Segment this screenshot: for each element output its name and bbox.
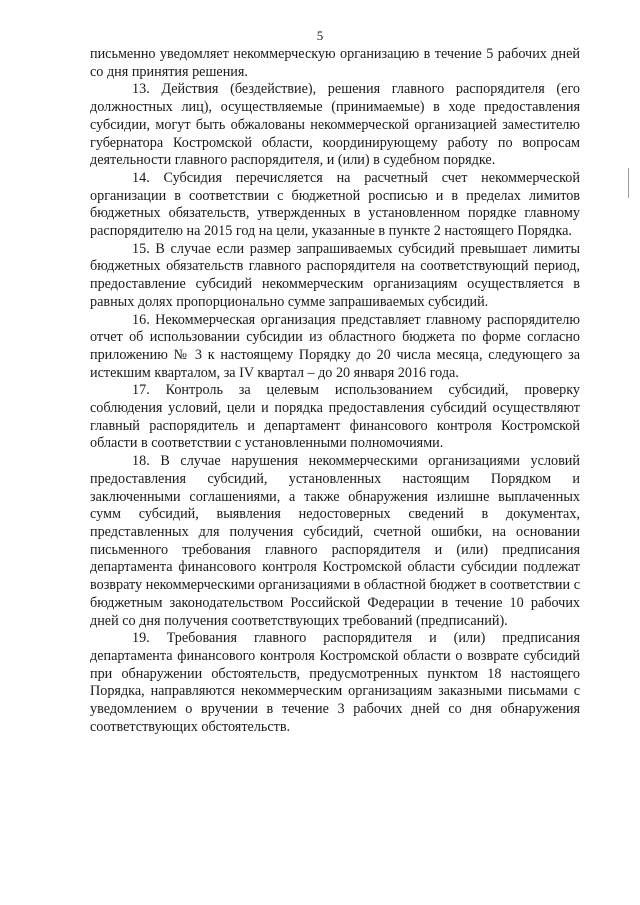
document-body	[90, 46, 580, 736]
scan-margin-mark	[628, 168, 629, 198]
paragraph-13: 13. Действия (бездействие), решения главного распорядителя (его должностных лиц), осуществляемые (принимаемые) в ходе предоставления субсидии, могут быть обжалованы некоммерческой организацией заместителю губернатора Костромской области, координирующему работу по вопросам деятельности главного распорядителя, и (или) в судебном порядке.	[90, 81, 580, 169]
paragraph-14: 14. Субсидия перечисляется на расчетный счет некоммерческой организации в соответствии с бюджетной росписью и в пределах лимитов бюджетных обязательств, утвержденных в установленном порядке главному распорядителю на 2015 год на цели, указанные в пункте 2 настоящего Порядка.	[90, 169, 580, 240]
paragraph-18: 18. В случае нарушения некоммерческими организациями условий предоставления субсидий, установленных настоящим Порядком и заключенными соглашениями, а также обнаружения излишне выплаченных сумм субсидий, выявления недостоверных сведений в документах, представленных для получения субсидий, счетной ошибки, на основании письменного требования главного распорядителя и (или) предписания департамента финансового контроля Костромской области субсидии подлежат возврату некоммерческими организациями в областной бюджет в соответствии с бюджетным законодательством Российской Федерации в течение 10 рабочих дней со дня получения соответствующих требований (предписаний).	[90, 453, 580, 629]
paragraph-19: 19. Требования главного распорядителя и (или) предписания департамента финансового контроля Костромской области о возврате субсидий при обнаружении обстоятельств, предусмотренных пунктом 18 настоящего Порядка, направляются некоммерческим организациям заказными письмами с уведомлением о вручении в течение 3 рабочих дней со дня обнаружения соответствующих обстоятельств.	[90, 630, 580, 735]
page-number: 5	[316, 28, 324, 43]
paragraph-continuation: письменно уведомляет некоммерческую организацию в течение 5 рабочих дней со дня принятия решения.	[90, 46, 580, 80]
paragraph-17: 17. Контроль за целевым использованием субсидий, проверку соблюдения условий, цели и порядка предоставления субсидий осуществляют главный распорядитель и департамент финансового контроля Костромской области в соответствии с установленными полномочиями.	[90, 382, 580, 452]
paragraph-15: 15. В случае если размер запрашиваемых субсидий превышает лимиты бюджетных обязательств главного распорядителя на соответствующий период, предоставление субсидий некоммерческим организациям осуществляется в равных долях пропорционально сумме запрашиваемых субсидий.	[90, 240, 580, 310]
paragraph-16: 16. Некоммерческая организация представляет главному распорядителю отчет об использовании субсидии из областного бюджета по форме согласно приложению № 3 к настоящему Порядку до 20 числа месяца, следующего за истекшим кварталом, за IV квартал – до 20 января 2016 года.	[90, 311, 580, 381]
